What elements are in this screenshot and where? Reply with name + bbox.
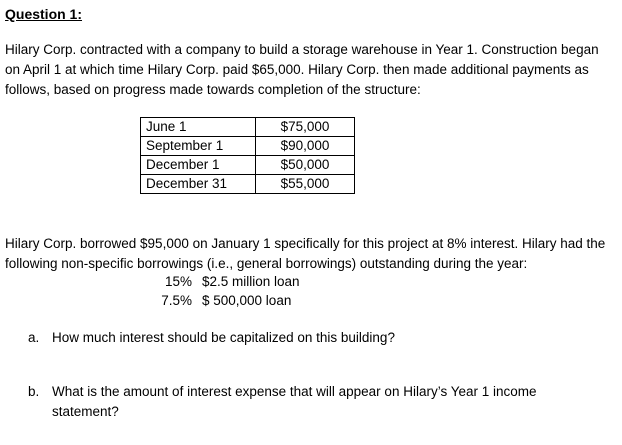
table-row	[141, 137, 355, 156]
question-a	[28, 328, 598, 348]
loan-rate: 7.5%	[161, 293, 192, 308]
table-row	[141, 175, 355, 194]
question-marker: a.	[28, 330, 40, 345]
payments-table	[140, 117, 355, 194]
table-row	[141, 156, 355, 175]
payment-amount: $90,000	[256, 137, 355, 156]
loan-rate: 15%	[164, 274, 192, 289]
loan-list	[148, 272, 300, 310]
question-b	[28, 382, 578, 422]
payment-date: June 1	[141, 118, 256, 137]
intro-paragraph: Hilary Corp. contracted with a company to build a storage warehouse in Year 1. Construction began on April 1 at which time Hilary Corp. paid $65,000. Hilary Corp. then made additional payments as follows, based on progress made towards completion of the structure:	[5, 42, 599, 97]
question-title: Question 1:	[5, 6, 83, 22]
loan-item	[148, 291, 300, 310]
payment-date: December 1	[141, 156, 256, 175]
payment-amount: $75,000	[256, 118, 355, 137]
question-text: How much interest should be capitalized on this building?	[52, 330, 395, 345]
question-marker: b.	[28, 384, 40, 399]
loan-description: $2.5 million loan	[202, 274, 300, 289]
payment-amount: $55,000	[256, 175, 355, 194]
table-row	[141, 118, 355, 137]
payment-date: September 1	[141, 137, 256, 156]
question-text: What is the amount of interest expense that will appear on Hilary’s Year 1 income statement?	[52, 384, 537, 419]
borrowing-paragraph: Hilary Corp. borrowed $95,000 on January 1 specifically for this project at 8% interest. Hilary had the following non-specific borrowings (i.e., general borrowings) outstanding during the year:	[5, 236, 606, 271]
payment-amount: $50,000	[256, 156, 355, 175]
loan-item	[148, 272, 300, 291]
payment-date: December 31	[141, 175, 256, 194]
loan-description: $ 500,000 loan	[202, 293, 292, 308]
